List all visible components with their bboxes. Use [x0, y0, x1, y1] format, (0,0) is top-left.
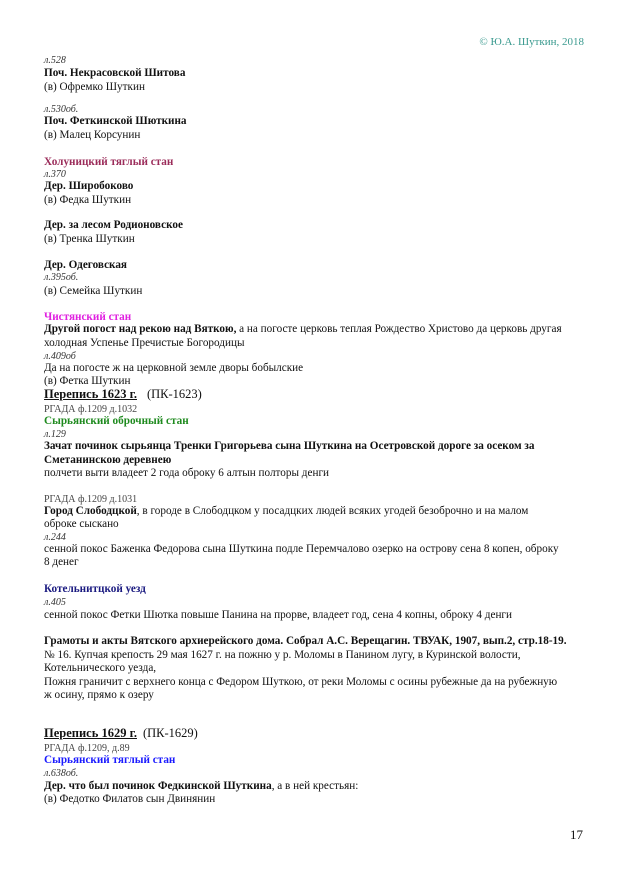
archive-ref: РГАДА ф.1209 д.1031	[44, 494, 138, 505]
archive-ref: РГАДА ф.1209, д.89	[44, 743, 130, 754]
text-line: Сметанинскою деревнею	[44, 454, 172, 466]
page-number: 17	[570, 827, 583, 842]
text-line: Пожня граничит с верхнего конца с Федором Шуткою, от реки Моломы с осины рубежные да на рубежную	[44, 676, 558, 688]
folio-ref: л.528	[44, 55, 66, 66]
text-line: Котельнического уезда,	[44, 662, 157, 674]
archive-ref: РГАДА ф.1209 д.1032	[44, 404, 138, 415]
text-line: ж осину, прямо к озеру	[44, 689, 154, 701]
text-line	[44, 780, 358, 793]
section-heading-syryansky-obrochny: Сырьянский оброчный стан	[44, 415, 189, 427]
text-line	[44, 323, 562, 336]
settlement-title: Дер. Широбоково	[44, 180, 134, 192]
bold-lead: Город Слободцкой	[44, 505, 137, 517]
section-heading-chistyansky: Чистянский стан	[44, 311, 132, 323]
section-heading-kholunitsky: Холуницкий тяглый стан	[44, 156, 174, 168]
text-line: полчети выти владеет 2 года оброку 6 алтын полторы денги	[44, 467, 330, 479]
resident: (в) Тренка Шуткин	[44, 233, 135, 245]
text-line: оброке сыскано	[44, 518, 119, 530]
resident: (в) Малец Корсунин	[44, 129, 141, 141]
resident: (в) Федка Шуткин	[44, 194, 132, 206]
resident: (в) Офремко Шуткин	[44, 81, 145, 93]
resident: (в) Фетка Шуткин	[44, 375, 131, 387]
text-line: № 16. Купчая крепость 29 мая 1627 г. на пожню у р. Моломы в Панином лугу, в Куринской волости,	[44, 649, 521, 661]
census-code: (ПК-1623)	[146, 387, 202, 401]
text: а на погосте церковь теплая Рождество Христово да церковь другая	[236, 323, 562, 335]
text-line: Зачат починок сырьянца Тренки Григорьева сына Шуткина на Осетровской дороге за осеком за	[44, 440, 535, 452]
settlement-title: Дер. Одеговская	[44, 259, 127, 271]
text-line: сенной покос Баженка Федорова сына Шуткина подле Перемчалово озерко на острову сена 8 копен, оброку	[44, 543, 559, 555]
settlement-title: Поч. Феткинской Шюткина	[44, 115, 187, 127]
section-heading-kotelnich: Котельнитцкой уезд	[44, 583, 146, 595]
census-code: (ПК-1629)	[142, 726, 198, 740]
folio-ref: л.370	[44, 169, 66, 180]
resident: (в) Федотко Филатов сын Двинянин	[44, 793, 216, 805]
folio-ref: л.405	[44, 597, 66, 608]
source-title: Грамоты и акты Вятского архиерейского дома. Собрал А.С. Верещагин. ТВУАК, 1907, вып.2, стр.18-19.	[44, 635, 567, 647]
folio-ref: л.395об.	[44, 272, 79, 283]
settlement-title: Поч. Некрасовской Шитова	[44, 67, 186, 79]
text-line: 8 денег	[44, 556, 79, 568]
census-heading-1623	[44, 388, 202, 402]
census-title: Перепись 1629 г.	[44, 726, 137, 740]
census-heading-1629	[44, 727, 198, 741]
folio-ref: л.129	[44, 429, 66, 440]
folio-ref: л.530об.	[44, 104, 79, 115]
folio-ref: л.244	[44, 532, 66, 543]
census-title: Перепись 1623 г.	[44, 387, 137, 401]
text-line	[44, 505, 528, 518]
text-line: сенной покос Фетки Шютка повыше Панина на прорве, владеет год, сена 4 копны, оброку 4 денги	[44, 609, 513, 621]
section-heading-syryansky-tyagly: Сырьянский тяглый стан	[44, 754, 176, 766]
text: , а в ней крестьян:	[271, 780, 359, 792]
resident: (в) Семейка Шуткин	[44, 285, 143, 297]
text-line: Да на погосте ж на церковной земле дворы бобылские	[44, 362, 304, 374]
text: , в городе в Слободцком у посадцких людей всяких угодей безоброчно и на малом	[136, 505, 529, 517]
bold-lead: Другой погост над рекою над Вяткою,	[44, 323, 237, 335]
folio-ref: л.409об	[44, 351, 76, 362]
settlement-title: Дер. за лесом Родионовское	[44, 219, 183, 231]
text-line: холодная Успенье Пречистые Богородицы	[44, 337, 245, 349]
bold-lead: Дер. что был починок Федкинской Шуткина	[44, 780, 272, 792]
folio-ref: л.638об.	[44, 768, 79, 779]
copyright-header: © Ю.А. Шуткин, 2018	[479, 36, 584, 48]
